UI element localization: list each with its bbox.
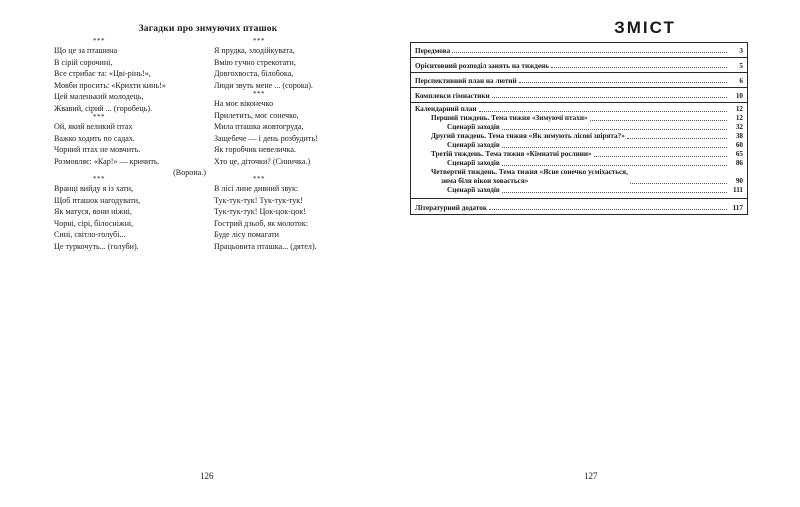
toc-leader xyxy=(479,110,728,112)
toc-entry-calendar-plan[interactable] xyxy=(415,105,743,114)
toc-leader xyxy=(551,66,727,68)
toc-entry-title: Передмова xyxy=(415,47,451,55)
riddle-line: Я прудка, злодійкувата, xyxy=(214,46,295,55)
toc-entry-week-3[interactable] xyxy=(415,150,743,159)
toc-entry-week-1-scenarios[interactable] xyxy=(415,123,743,132)
riddle-line: Мила пташка жовтогруда, xyxy=(214,122,304,132)
toc-entry-weekly-schedule[interactable] xyxy=(411,58,747,73)
riddle-line: Розмовляє: «Кар!» — кричить. xyxy=(54,156,160,166)
toc-leader xyxy=(519,81,727,83)
toc-title: ЗМІСТ xyxy=(614,18,676,37)
riddle-sparrow xyxy=(54,37,214,115)
riddle-line: В сірій сорочині, xyxy=(54,57,113,67)
riddle-line: Тук-тук-тук! Цок-цок-цок! xyxy=(214,207,306,217)
toc-entry-title: Календарний план xyxy=(415,105,477,113)
toc-entry-page: 90 xyxy=(735,177,743,185)
toc-entry-title-line-1: Четвертий тиждень. Тема тижня «Ясне сонечко усміхається, xyxy=(431,168,628,176)
toc-entry-title: Другий тиждень. Тема тижня «Як зимують лісові звірята?» xyxy=(431,132,625,140)
toc-leader xyxy=(594,155,727,157)
riddle-separator: *** xyxy=(93,113,105,121)
toc-entry-page: 86 xyxy=(735,159,743,167)
toc-entry-week-4[interactable] xyxy=(415,168,743,186)
riddle-line: В лісі лине дивний звук: xyxy=(214,184,299,193)
riddle-titmouse xyxy=(214,90,374,168)
toc-entry-week-3-scenarios[interactable] xyxy=(415,159,743,168)
riddle-line: Жвавий, сірий ... (горобець). xyxy=(54,103,153,113)
riddle-line: Як горобчик невеличка. xyxy=(214,145,296,155)
toc-leader xyxy=(502,191,727,193)
toc-entry-page: 12 xyxy=(735,114,743,122)
riddle-line: Довгохвоста, білобока, xyxy=(214,69,294,79)
toc-leader xyxy=(452,51,727,53)
toc-entry-page: 32 xyxy=(735,123,743,131)
riddle-line: Тук-тук-тук! Тук-тук-тук! xyxy=(214,195,303,205)
toc-entry-page: 117 xyxy=(732,204,743,212)
toc-entry-title: Сценарії заходів xyxy=(447,159,500,167)
riddle-line: Буде лісу помагати xyxy=(214,230,280,240)
toc-entry-title xyxy=(431,168,628,186)
riddle-line: Мовби просить: «Крихти кинь!» xyxy=(54,80,166,90)
toc-entry-gymnastics[interactable] xyxy=(411,88,747,103)
toc-entry-literary-appendix[interactable] xyxy=(411,199,747,214)
riddle-separator: *** xyxy=(93,37,105,45)
toc-leader xyxy=(630,182,727,184)
toc-entry-week-1[interactable] xyxy=(415,114,743,123)
toc-entry-page: 38 xyxy=(735,132,743,140)
toc-entry-page: 65 xyxy=(735,150,743,158)
riddle-separator: *** xyxy=(253,90,265,98)
riddle-line: Як матуся, вони ніжні, xyxy=(54,207,132,217)
riddle-separator: *** xyxy=(253,37,265,45)
riddle-line: Важко ходить по садах. xyxy=(54,133,135,143)
toc-leader xyxy=(502,128,727,130)
toc-leader xyxy=(627,137,727,139)
riddle-line: Вранці вийду я із хати, xyxy=(54,184,134,193)
toc-entry-page: 5 xyxy=(739,62,743,70)
riddle-line: Це туркочуть... (голуби). xyxy=(54,241,139,251)
toc-entry-week-2[interactable] xyxy=(415,132,743,141)
riddle-line: Чорний птах не мовчить. xyxy=(54,145,141,155)
toc-entry-title: Сценарії заходів xyxy=(447,123,500,131)
toc-entry-page: 3 xyxy=(739,47,743,55)
riddle-separator: *** xyxy=(253,175,265,183)
page-number-right: 127 xyxy=(584,471,598,481)
riddle-separator: *** xyxy=(93,175,105,183)
riddle-answer: (Ворона.) xyxy=(173,168,206,178)
riddle-line: Працьовита пташка... (дятел). xyxy=(214,241,317,251)
toc-entry-title: Третій тиждень. Тема тижня «Кімнатні рослини» xyxy=(431,150,592,158)
riddle-line: Що це за пташина xyxy=(54,46,118,55)
toc-leader xyxy=(502,164,727,166)
riddle-line: Сині, світло-голубі... xyxy=(54,230,126,240)
riddle-line: Чорні, сірі, білосніжні, xyxy=(54,218,134,228)
riddle-line: Вмію гучно стрекотати, xyxy=(214,57,296,67)
riddle-crow xyxy=(54,113,214,179)
riddle-line: Люди звуть мене ... (сорока). xyxy=(214,80,313,90)
riddle-line: Все стрибає та: «Цві-рінь!», xyxy=(54,69,151,79)
toc-entry-week-4-scenarios[interactable] xyxy=(415,186,743,195)
toc-entry-title: Орієнтовний розподіл занять на тиждень xyxy=(415,62,550,70)
riddle-line: Прилетить, моє сонечко, xyxy=(214,110,299,120)
toc-entry-week-2-scenarios[interactable] xyxy=(415,141,743,150)
riddle-woodpecker xyxy=(214,175,374,253)
toc-leader xyxy=(502,146,727,148)
toc-entry-page: 6 xyxy=(739,77,743,85)
riddle-line: Ой, який великий птах xyxy=(54,122,133,131)
toc-entry-page: 60 xyxy=(735,141,743,149)
toc-entry-title: Комплекси гімнастики xyxy=(415,92,490,100)
riddle-line: Цей маленький молодець, xyxy=(54,92,144,102)
table-of-contents xyxy=(410,42,748,215)
riddle-line: Щоб пташок нагодувати, xyxy=(54,195,141,205)
toc-entry-page: 111 xyxy=(733,186,743,194)
toc-entry-title: Перспективний план на лютий xyxy=(415,77,517,85)
toc-leader xyxy=(489,208,727,210)
riddle-pigeons xyxy=(54,175,214,253)
toc-entry-page: 12 xyxy=(735,105,743,113)
toc-leader xyxy=(590,119,727,121)
toc-entry-perspective-plan[interactable] xyxy=(411,73,747,88)
riddle-line: Хто це, діточки? (Синичка.) xyxy=(214,156,311,166)
riddle-magpie xyxy=(214,37,374,91)
toc-entry-preface[interactable] xyxy=(411,43,747,58)
riddles-title: Загадки про зимуючих пташок xyxy=(138,24,278,34)
right-page xyxy=(400,0,800,507)
toc-entry-title-line-2: зима біля вікон ховається» xyxy=(441,177,529,185)
toc-entry-title: Перший тиждень. Тема тижня «Зимуючі птахи» xyxy=(431,114,588,122)
toc-entry-title: Сценарії заходів xyxy=(447,141,500,149)
page-number-left: 126 xyxy=(200,471,214,481)
toc-leader xyxy=(492,96,727,98)
toc-group-calendar xyxy=(411,103,747,199)
toc-entry-title: Сценарії заходів xyxy=(447,186,500,194)
riddle-line: Гострий дзьоб, як молоток: xyxy=(214,218,308,228)
riddle-line: Защебече — і день розбудить! xyxy=(214,133,318,143)
riddle-line: На моє віконечко xyxy=(214,99,274,108)
toc-entry-page: 10 xyxy=(735,92,743,100)
toc-entry-title: Літературний додаток xyxy=(415,204,487,212)
